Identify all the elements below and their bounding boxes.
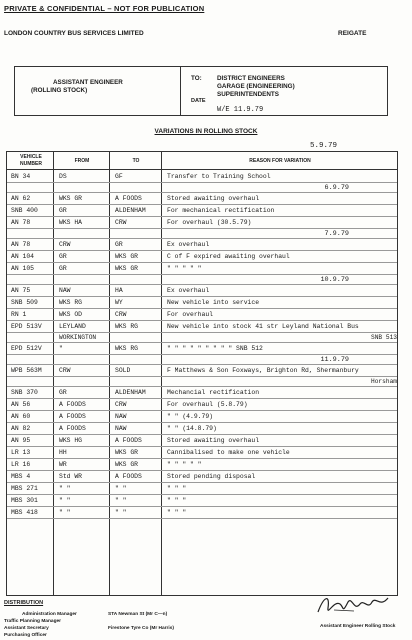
cell-reason: " " " — [167, 485, 187, 492]
cell-vehicle: AN 62 — [11, 195, 31, 202]
cell-reason: Stored awaiting overhaul — [167, 195, 260, 202]
cell-from: " — [59, 345, 63, 352]
cell-from: WKS HA — [59, 219, 83, 226]
distribution-recipient: Purchasing Officer — [4, 633, 47, 638]
table-row — [7, 251, 397, 263]
cell-from: CRW — [59, 367, 71, 374]
table-row — [7, 447, 397, 459]
cell-vehicle: AN 105 — [11, 265, 35, 272]
cell-reason: New vehicle into stock 41 str Leyland National Bus — [167, 323, 359, 330]
column-header-from: FROM — [74, 158, 90, 164]
column-header-vehicle: VEHICLE NUMBER — [20, 154, 42, 167]
table-row — [7, 321, 397, 333]
cell-to: WKS GR — [115, 265, 139, 272]
cell-to: ALDENHAM — [115, 389, 146, 396]
cell-vehicle: MBS 271 — [11, 485, 38, 492]
cell-vehicle: SNB 400 — [11, 207, 38, 214]
distribution-recipient: Firestone Tyre Co (Mr Harris) — [108, 626, 175, 631]
cell-from: " " — [59, 485, 71, 492]
cell-to: GR — [115, 241, 123, 248]
date-text: 10.9.79 — [320, 276, 349, 284]
cell-reason: For overhaul (30.5.79) — [167, 219, 252, 226]
cell-vehicle: WPB 563M — [11, 367, 42, 374]
date-divider — [7, 229, 397, 239]
memo-to-label: TO: — [191, 75, 202, 82]
table-row — [7, 459, 397, 471]
cell-vehicle: BN 34 — [11, 173, 31, 180]
cell-to: " " — [115, 497, 127, 504]
cell-to: NAW — [115, 413, 127, 420]
column-header-reason: REASON FOR VARIATION — [249, 158, 311, 164]
date-divider — [7, 183, 397, 193]
distribution-recipient: Administration Manager — [22, 612, 77, 617]
cell-reason: Cannibalised to make one vehicle — [167, 449, 290, 456]
distribution-recipient: Traffic Planning Manager — [4, 619, 62, 624]
table-row — [7, 285, 397, 297]
table-row — [7, 387, 397, 399]
cell-to: WY — [115, 299, 123, 306]
cell-reason: Stored awaiting overhaul — [167, 437, 260, 444]
cell-reason: New vehicle into service — [167, 299, 260, 306]
distribution-recipient: STA Newman St (Mr C—n) — [108, 612, 168, 617]
cell-vehicle: AN 56 — [11, 401, 31, 408]
memo-from-cell — [15, 67, 181, 115]
cell-from: LEYLAND — [59, 323, 86, 330]
cell-vehicle: SNB 370 — [11, 389, 38, 396]
memo-date-value: W/E 11.9.79 — [217, 106, 264, 114]
cell-from: GR — [59, 253, 67, 260]
cell-from: DS — [59, 173, 67, 180]
cell-vehicle: AN 75 — [11, 287, 31, 294]
cell-to: SOLD — [115, 367, 131, 374]
table-row — [7, 309, 397, 321]
memo-to-line: DISTRICT ENGINEERS — [217, 75, 285, 82]
cell-from: CRW — [59, 241, 71, 248]
cell-to: A FOODS — [115, 437, 142, 444]
cell-reason: C of F expired awaiting overhaul — [167, 253, 290, 260]
cell-from: A FOODS — [59, 401, 86, 408]
date-text: 7.9.79 — [324, 230, 349, 238]
memo-header-box — [14, 66, 388, 116]
cell-reason: F Matthews & Son Foxways, Brighton Rd, Shermanbury — [167, 367, 359, 374]
cell-reason: For mechanical rectification — [167, 207, 275, 214]
cell-from: WKS RG — [59, 299, 83, 306]
cell-to: WKS GR — [115, 253, 139, 260]
cell-reason: Mechancial rectification — [167, 389, 260, 396]
cell-vehicle: AN 82 — [11, 425, 31, 432]
memo-to-line: GARAGE (ENGINEERING) — [217, 83, 295, 90]
cell-vehicle: EPD 513V — [11, 323, 42, 330]
cell-reason: For overhaul (5.8.79) — [167, 401, 248, 408]
cell-to: GF — [115, 173, 123, 180]
cell-to: HA — [115, 287, 123, 294]
cell-to: " " — [115, 509, 127, 516]
cell-to: WKS RG — [115, 345, 139, 352]
cell-reason: " " " " " " " " " SNB 512 — [167, 345, 263, 352]
cell-vehicle: EPD 512V — [11, 345, 42, 352]
cell-to: CRW — [115, 401, 127, 408]
cell-to: CRW — [115, 219, 127, 226]
table-row — [7, 263, 397, 275]
cell-to: CRW — [115, 311, 127, 318]
cell-reason: Stored pending disposal — [167, 473, 256, 480]
distribution-recipient: Assistant Secretary — [4, 626, 49, 631]
table-row — [7, 297, 397, 309]
cell-vehicle: MBS 418 — [11, 509, 38, 516]
signature-caption: Assistant Engineer Rolling Stock — [320, 624, 396, 629]
cell-vehicle: LR 16 — [11, 461, 31, 468]
date-text: 11.9.79 — [320, 356, 349, 364]
cell-vehicle: AN 78 — [11, 219, 31, 226]
table-row — [7, 471, 397, 483]
cell-from: WKS OD — [59, 311, 83, 318]
cell-reason: " " (4.9.79) — [167, 413, 214, 420]
cell-reason: Ex overhaul — [167, 241, 210, 248]
table-row — [7, 217, 397, 229]
confidential-banner: PRIVATE & CONFIDENTIAL – NOT FOR PUBLICATION — [4, 4, 205, 13]
cell-from: GR — [59, 389, 67, 396]
cell-from: " " — [59, 509, 71, 516]
cell-from: WR — [59, 461, 67, 468]
continuation-row — [7, 333, 397, 343]
cell-vehicle: SNB 509 — [11, 299, 38, 306]
cell-from: " " — [59, 497, 71, 504]
table-row — [7, 423, 397, 435]
cell-to: ALDENHAM — [115, 207, 146, 214]
cell-from: A FOODS — [59, 413, 86, 420]
table-row — [7, 205, 397, 217]
table-row — [7, 507, 397, 519]
cell-reason: Transfer to Training School — [167, 173, 271, 180]
company-name: LONDON COUNTRY BUS SERVICES LIMITED — [4, 30, 144, 37]
cell-from: WKS HG — [59, 437, 83, 444]
column-header-to: TO — [132, 158, 140, 164]
cell-continuation: Horsham — [371, 378, 397, 385]
cell-from: GR — [59, 265, 67, 272]
cell-to: " " — [115, 485, 127, 492]
cell-reason: " " " — [167, 497, 187, 504]
location-label: REIGATE — [338, 30, 367, 37]
cell-from: WORKINGTON — [59, 334, 97, 341]
table-row — [7, 193, 397, 205]
cell-from: A FOODS — [59, 425, 86, 432]
table-row — [7, 343, 397, 355]
cell-reason: Ex overhaul — [167, 287, 210, 294]
date-divider — [7, 355, 397, 365]
cell-vehicle: MBS 4 — [11, 473, 31, 480]
cell-vehicle: RN 1 — [11, 311, 27, 318]
memo-from-sub: (ROLLING STOCK) — [31, 87, 88, 94]
cell-to: WKS RG — [115, 323, 139, 330]
table-row — [7, 411, 397, 423]
memo-from-title: ASSISTANT ENGINEER — [53, 79, 123, 86]
cell-vehicle: LR 13 — [11, 449, 31, 456]
cell-from: WKS GR — [59, 195, 83, 202]
cell-vehicle: AN 78 — [11, 241, 31, 248]
cell-to: A FOODS — [115, 473, 142, 480]
continuation-row — [7, 377, 397, 387]
cell-reason: " " " " " — [167, 265, 202, 272]
date-divider — [7, 275, 397, 285]
section-date: 5.9.79 — [310, 142, 338, 150]
cell-to: WKS GR — [115, 449, 139, 456]
variations-table — [6, 151, 398, 596]
cell-reason: For overhaul — [167, 311, 214, 318]
cell-vehicle: AN 60 — [11, 413, 31, 420]
table-row — [7, 495, 397, 507]
cell-from: NAW — [59, 287, 71, 294]
date-text: 6.9.79 — [324, 184, 349, 192]
distribution-label: DISTRIBUTION — [4, 600, 44, 606]
cell-reason: " " " — [167, 509, 187, 516]
header-rule — [7, 169, 397, 170]
memo-date-label: DATE — [191, 98, 206, 104]
table-row — [7, 483, 397, 495]
cell-reason: " " (14.8.79) — [167, 425, 217, 432]
table-row — [7, 399, 397, 411]
cell-from: HH — [59, 449, 67, 456]
cell-reason: " " " " " — [167, 461, 202, 468]
cell-vehicle: AN 95 — [11, 437, 31, 444]
document-title: VARIATIONS IN ROLLING STOCK — [154, 128, 258, 135]
cell-to: NAW — [115, 425, 127, 432]
table-row — [7, 171, 397, 183]
cell-from: Std WR — [59, 473, 83, 480]
cell-vehicle: AN 104 — [11, 253, 35, 260]
signature-icon — [314, 590, 392, 620]
table-row — [7, 435, 397, 447]
cell-to: A FOODS — [115, 195, 142, 202]
cell-to: WKS GR — [115, 461, 139, 468]
cell-continuation: SNB 513 — [371, 334, 397, 341]
cell-vehicle: MBS 301 — [11, 497, 38, 504]
table-row — [7, 239, 397, 251]
memo-to-line: SUPERINTENDENTS — [217, 91, 279, 98]
table-row — [7, 365, 397, 377]
cell-from: GR — [59, 207, 67, 214]
